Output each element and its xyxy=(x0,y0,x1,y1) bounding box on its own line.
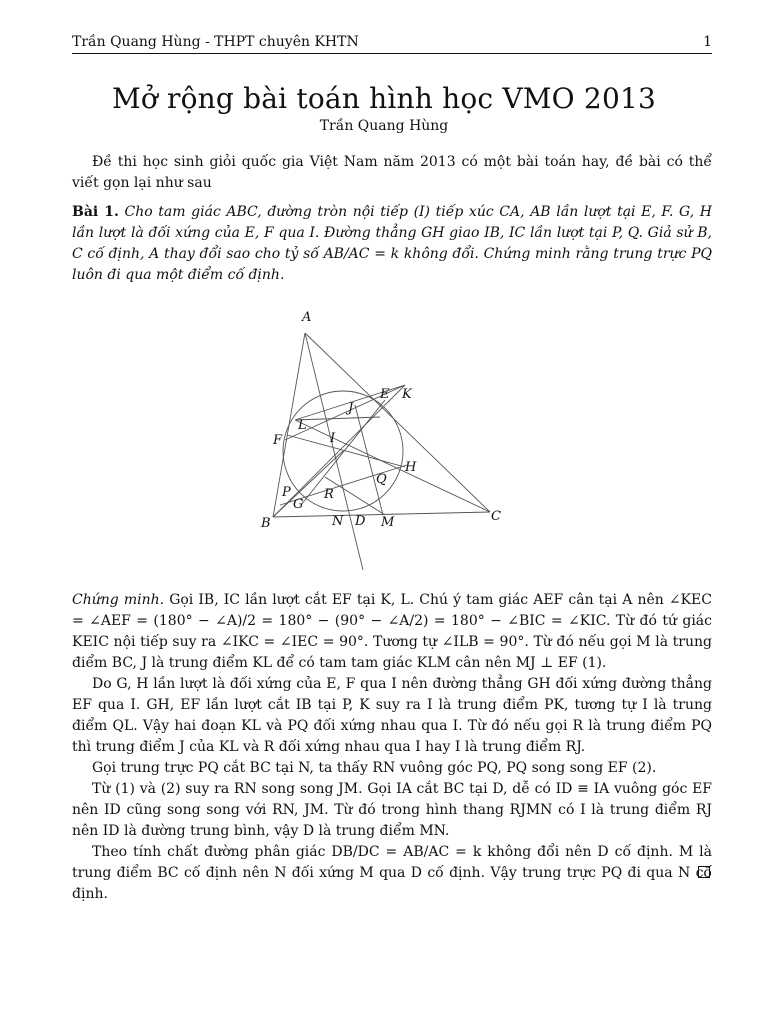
label-p: P xyxy=(282,485,291,500)
problem-label: Bài 1. xyxy=(72,204,119,220)
proof-paragraph-3: Gọi trung trực PQ cắt BC tại N, ta thấy RN vuông góc PQ, PQ song song EF (2). xyxy=(92,760,657,776)
proof-paragraph-1 xyxy=(72,590,712,674)
proof-paragraph-4: Từ (1) và (2) suy ra RN song song JM. Gọi IA cắt BC tại D, dễ có ID ≡ IA vuông góc EF nên ID cũng song song với RN, JM. Từ đó trong hình thang RJMN có I là trung điểm RJ nên ID là đường trung bình, vậy D là trung điểm MN. xyxy=(72,781,712,839)
line-fh xyxy=(287,435,405,467)
label-q: Q xyxy=(376,472,387,487)
label-f: F xyxy=(273,433,283,448)
proof-label: Chứng minh. xyxy=(72,592,165,608)
label-j: J xyxy=(348,401,354,416)
paper-title: Mở rộng bài toán hình học VMO 2013 xyxy=(112,82,656,115)
label-h: H xyxy=(405,460,417,475)
label-n: N xyxy=(332,514,344,529)
problem-statement xyxy=(72,202,712,286)
proof-paragraph-2: Do G, H lần lượt là đối xứng của E, F qua I nên đường thẳng GH đối xứng đường thẳng EF qua I. GH, EF lần lượt cắt IB tại P, K suy ra I là trung điểm PK, tương tự I là trung điểm QL. Vậy hai đoạn KL và PQ đối xứng nhau qua I. Từ đó nếu gọi R là trung điểm PQ thì trung điểm J của KL và R đối xứng nhau qua I hay I là trung điểm RJ. xyxy=(72,676,712,755)
problem-text: Cho tam giác ABC, đường tròn nội tiếp (I) tiếp xúc CA, AB lần lượt tại E, F. G, H lần lượt là đối xứng của E, F qua I. Đường thẳng GH giao IB, IC lần lượt tại P, Q. Giả sử B, C cố định, A thay đổi sao cho tỷ số AB/AC = k không đổi. Chứng minh rằng trung trực PQ luôn đi qua một điểm cố định. xyxy=(72,204,712,283)
label-l: L xyxy=(298,418,307,433)
page-number: 1 xyxy=(703,34,712,50)
header-author: Trần Quang Hùng - THPT chuyên KHTN xyxy=(72,34,359,50)
geometry-figure xyxy=(255,305,525,585)
paper-author: Trần Quang Hùng xyxy=(319,118,449,134)
header-rule xyxy=(72,53,712,54)
side-ac xyxy=(305,333,490,512)
proof-p1-text: Gọi IB, IC lần lượt cắt EF tại K, L. Chú ý tam giác AEF cân tại A nên ∠KEC = ∠AEF = (180° − ∠A)/2 = 180° − (90° − ∠A/2) = 180° − ∠BIC = ∠KIC. Từ đó tứ giác KEIC nội tiếp suy ra ∠IKC = ∠IEC = 90°. Tương tự ∠ILB = 90°. Từ đó nếu gọi M là trung điểm BC, J là trung điểm KL để có tam tam giác KLM cân nên MJ ⊥ EF (1). xyxy=(72,592,712,671)
intro-paragraph: Đề thi học sinh giỏi quốc gia Việt Nam năm 2013 có một bài toán hay, đề bài có thể viết gọn lại như sau xyxy=(72,154,712,191)
running-header xyxy=(72,34,712,50)
label-i: I xyxy=(330,431,336,446)
line-lj xyxy=(295,417,380,420)
label-k: K xyxy=(402,387,412,402)
label-g: G xyxy=(293,497,304,512)
proof-section xyxy=(72,590,712,905)
label-d: D xyxy=(355,514,366,529)
label-m: M xyxy=(381,515,395,530)
line-ai xyxy=(305,333,363,570)
label-r: R xyxy=(324,487,334,502)
qed-square-icon xyxy=(698,866,710,878)
label-a: A xyxy=(302,310,312,325)
label-c: C xyxy=(491,509,501,524)
label-b: B xyxy=(261,516,271,531)
label-e: E xyxy=(380,387,390,402)
proof-paragraph-5: Theo tính chất đường phân giác DB/DC = AB/AC = k không đổi nên D cố định. M là trung điểm BC cố định nên N đối xứng M qua D cố định. Vậy trung trực PQ đi qua N cố định. xyxy=(72,844,712,902)
